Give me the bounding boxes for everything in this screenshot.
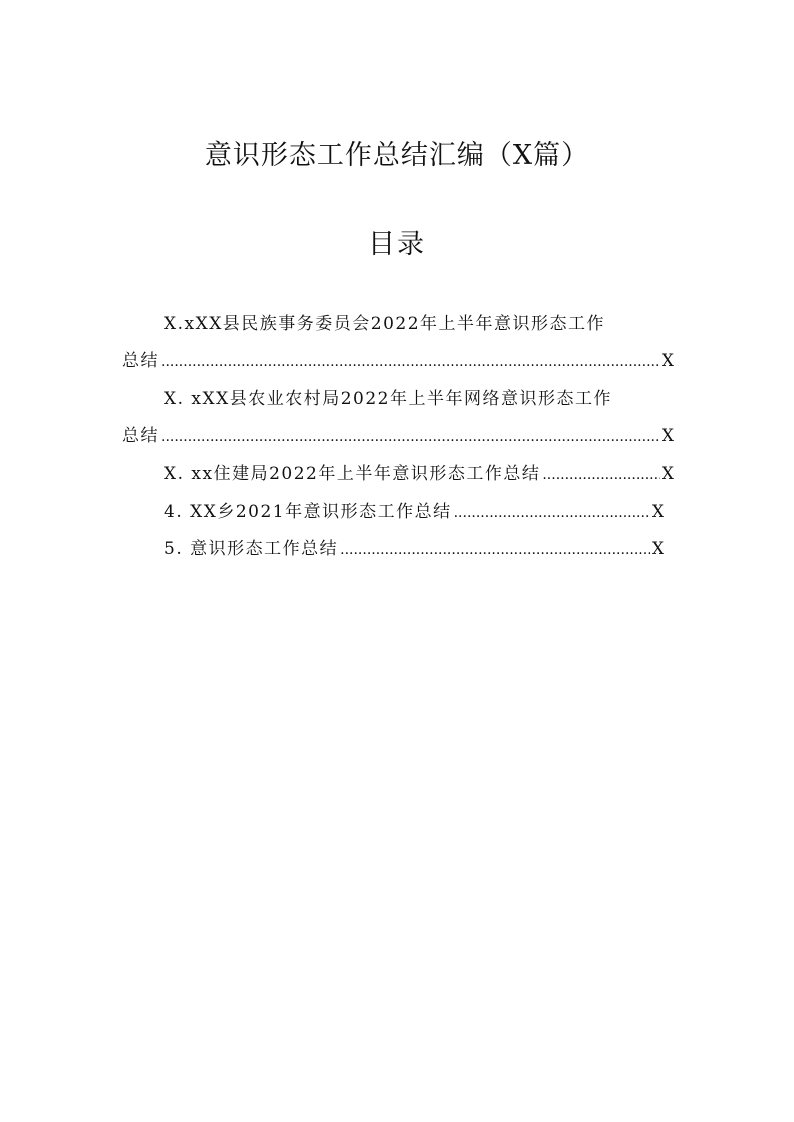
- toc-entry-4-page: X: [651, 502, 664, 522]
- toc-entry-5[interactable]: [164, 538, 664, 560]
- dot-leader: [454, 502, 650, 524]
- toc-entry-3[interactable]: [164, 463, 674, 485]
- toc-entry-3-page: X: [661, 464, 674, 484]
- toc-entry-2-line1[interactable]: X. xXX县农业农村局2022年上半年网络意识形态工作: [164, 389, 612, 409]
- toc-heading: 目录: [368, 229, 426, 260]
- toc-entry-3-text: X. xx住建局2022年上半年意识形态工作总结: [164, 464, 541, 484]
- dot-leader: [542, 464, 660, 486]
- toc-entry-2-page: X: [661, 426, 674, 446]
- toc-entry-1-page: X: [661, 351, 674, 371]
- toc-entry-1-line2: 总结: [122, 351, 159, 371]
- toc-entry-4[interactable]: [164, 501, 664, 523]
- dot-leader: [161, 426, 660, 448]
- dot-leader: [340, 539, 650, 561]
- document-title: 意识形态工作总结汇编（X篇）: [204, 140, 590, 171]
- dot-leader: [161, 351, 660, 373]
- toc-entry-1-line1[interactable]: X.xXX县民族事务委员会2022年上半年意识形态工作: [164, 314, 606, 334]
- toc-entry-2-line2: 总结: [122, 426, 159, 446]
- toc-entry-2[interactable]: [122, 425, 674, 447]
- toc-entry-5-text: 5. 意识形态工作总结: [164, 539, 339, 559]
- toc-entry-4-text: 4. XX乡2021年意识形态工作总结: [164, 502, 452, 522]
- toc-entry-1[interactable]: [122, 350, 674, 372]
- toc-entry-5-page: X: [651, 539, 664, 559]
